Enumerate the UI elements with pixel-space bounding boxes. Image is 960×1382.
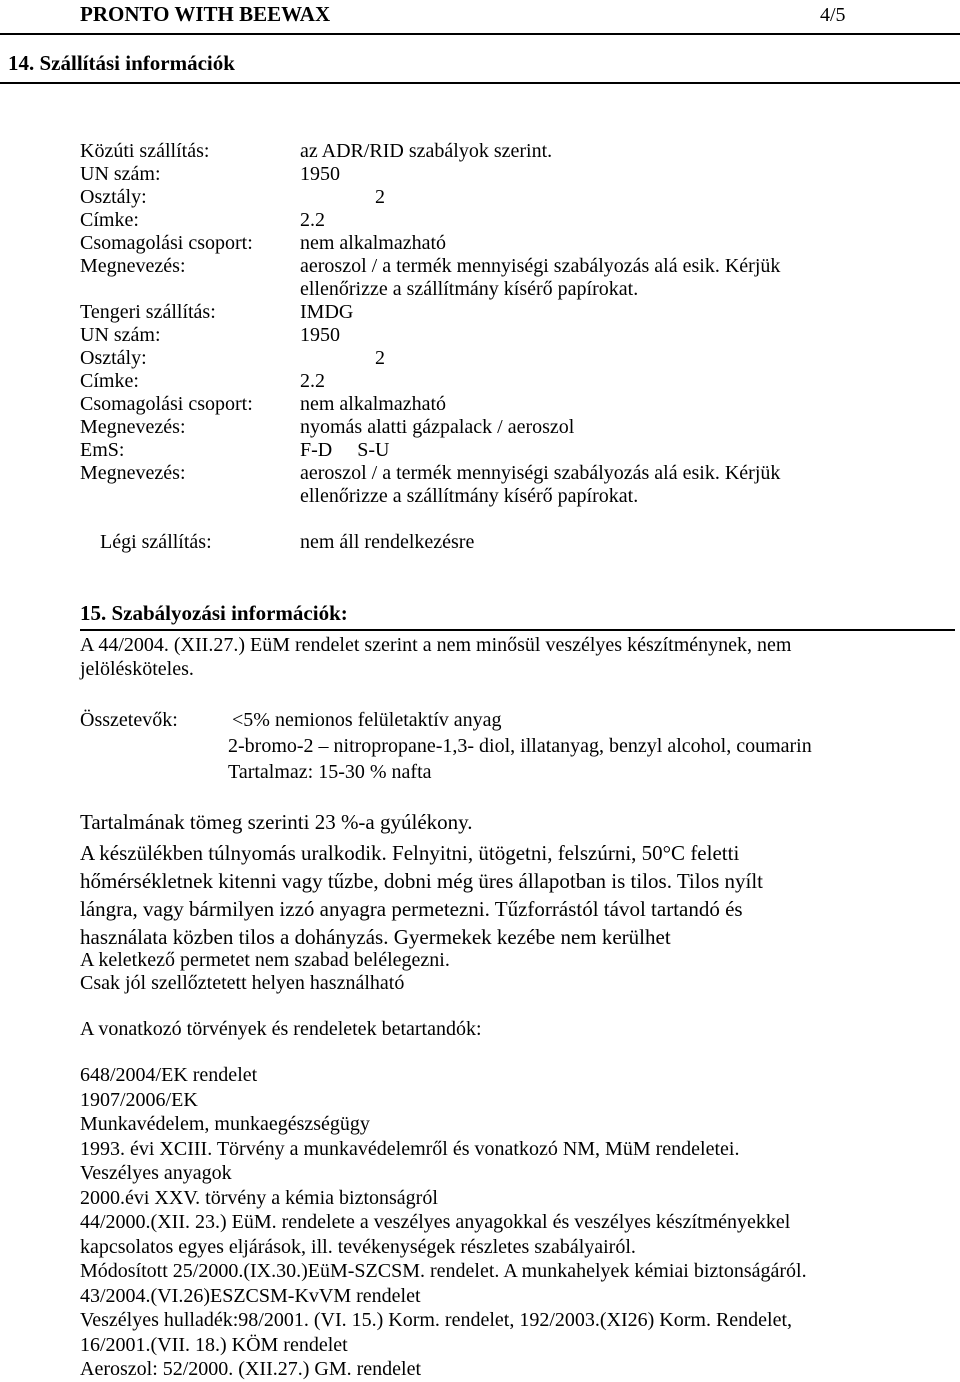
law-item: 44/2000.(XII. 23.) EüM. rendelete a veszélyes anyagokkal és veszélyes készítményekkel	[80, 1211, 791, 1233]
header-rule	[0, 33, 960, 35]
sea-transport-label: Tengeri szállítás:	[80, 301, 216, 323]
sea-ems-value: F-D S-U	[300, 439, 390, 461]
road-tag-label: Címke:	[80, 209, 139, 231]
road-un-value: 1950	[300, 163, 340, 185]
law-item: 16/2001.(VII. 18.) KÖM rendelet	[80, 1333, 348, 1356]
laws-list	[80, 1063, 807, 1382]
law-item: Módosított 25/2000.(IX.30.)EüM-SZCSM. rendelet. A munkahelyek kémiai biztonságáról.	[80, 1260, 807, 1282]
road-class-label: Osztály:	[80, 186, 147, 208]
road-transport-label: Közúti szállítás:	[80, 140, 210, 162]
sea-un-label: UN szám:	[80, 324, 161, 346]
regulation-intro-line2: jelölésköteles.	[80, 658, 194, 680]
sea-class-label: Osztály:	[80, 347, 147, 369]
sea-tag-value: 2.2	[300, 370, 325, 392]
warning-line: használata közben tilos a dohányzás. Gyermekek kezébe nem kerülhet	[80, 925, 671, 949]
road-packing-label: Csomagolási csoport:	[80, 232, 253, 254]
road-packing-value: nem alkalmazható	[300, 232, 447, 254]
sea-name2-value-line2: ellenőrizze a szállítmány kísérő papírokat.	[300, 485, 639, 507]
sea-transport-value: IMDG	[300, 301, 354, 323]
road-tag-value: 2.2	[300, 209, 325, 231]
law-item: Aeroszol: 52/2000. (XII.27.) GM. rendelet	[80, 1358, 422, 1380]
sea-name2-value-line1: aeroszol / a termék mennyiségi szabályozás alá esik. Kérjük	[300, 462, 781, 484]
section-14-rule	[0, 82, 960, 84]
ingredients-label: Összetevők:	[80, 709, 178, 731]
sea-packing-value: nem alkalmazható	[300, 393, 447, 415]
sea-ems-label: EmS:	[80, 439, 125, 461]
law-item: 1993. évi XCIII. Törvény a munkavédelemről és vonatkozó NM, MüM rendeletei.	[80, 1137, 740, 1160]
section-14-heading: 14. Szállítási információk	[8, 51, 235, 75]
law-item: 1907/2006/EK	[80, 1088, 198, 1111]
warning-line: hőmérsékletnek kitenni vagy tűzbe, dobni még üres állapotban is tilos. Tilos nyílt	[80, 869, 764, 893]
sea-name-value: nyomás alatti gázpalack / aeroszol	[300, 416, 575, 438]
law-item: Veszélyes anyagok	[80, 1162, 232, 1184]
law-item: 648/2004/EK rendelet	[80, 1064, 258, 1086]
air-transport-label: Légi szállítás:	[100, 531, 212, 553]
road-name-label: Megnevezés:	[80, 255, 186, 277]
ingredient-item: 2-bromo-2 – nitropropane-1,3- diol, illatanyag, benzyl alcohol, coumarin	[228, 735, 812, 757]
air-transport-value: nem áll rendelkezésre	[300, 531, 475, 553]
sea-name-label: Megnevezés:	[80, 416, 186, 438]
law-item: Munkavédelem, munkaegészségügy	[80, 1113, 370, 1135]
warning-line: A készülékben túlnyomás uralkodik. Felnyitni, ütögetni, felszúrni, 50°C feletti	[80, 841, 740, 865]
law-item: Veszélyes hulladék:98/2001. (VI. 15.) Korm. rendelet, 192/2003.(XI26) Korm. Rendelet,	[80, 1309, 793, 1331]
road-name-value-line2: ellenőrizze a szállítmány kísérő papírokat.	[300, 278, 639, 300]
regulation-intro-line1: A 44/2004. (XII.27.) EüM rendelet szerint a nem minősül veszélyes készítménynek, nem	[80, 634, 792, 656]
ingredient-item: Tartalmaz: 15-30 % nafta	[228, 761, 432, 783]
ingredient-item: <5% nemionos felületaktív anyag	[232, 709, 502, 731]
flammability-note: Tartalmának tömeg szerinti 23 %-a gyúlékony.	[80, 810, 473, 834]
page-number: 4/5	[820, 4, 846, 26]
warning-line: lángra, vagy bármilyen izzó anyagra permetezni. Tűzforrástól távol tartandó és	[80, 897, 743, 921]
road-name-value-line1: aeroszol / a termék mennyiségi szabályozás alá esik. Kérjük	[300, 255, 781, 277]
section-15-heading: 15. Szabályozási információk:	[80, 601, 348, 625]
sea-packing-label: Csomagolási csoport:	[80, 393, 253, 415]
laws-title: A vonatkozó törvények és rendeletek betartandók:	[80, 1018, 482, 1040]
law-item: kapcsolatos egyes eljárások, ill. tevékenységek részletes szabályairól.	[80, 1235, 636, 1258]
section-15-rule	[80, 629, 955, 631]
road-class-value: 2	[375, 186, 385, 208]
advice-line: A keletkező permetet nem szabad belélegezni.	[80, 949, 450, 971]
advice-line: Csak jól szellőztetett helyen használható	[80, 972, 405, 994]
sea-name2-label: Megnevezés:	[80, 462, 186, 484]
road-transport-value: az ADR/RID szabályok szerint.	[300, 140, 553, 162]
sea-class-value: 2	[375, 347, 385, 369]
road-un-label: UN szám:	[80, 163, 161, 185]
law-item: 2000.évi XXV. törvény a kémia biztonságról	[80, 1186, 438, 1209]
sea-tag-label: Címke:	[80, 370, 139, 392]
document-title: PRONTO WITH BEEWAX	[80, 2, 331, 26]
sea-un-value: 1950	[300, 324, 340, 346]
law-item: 43/2004.(VI.26)ESZCSM-KvVM rendelet	[80, 1284, 421, 1307]
